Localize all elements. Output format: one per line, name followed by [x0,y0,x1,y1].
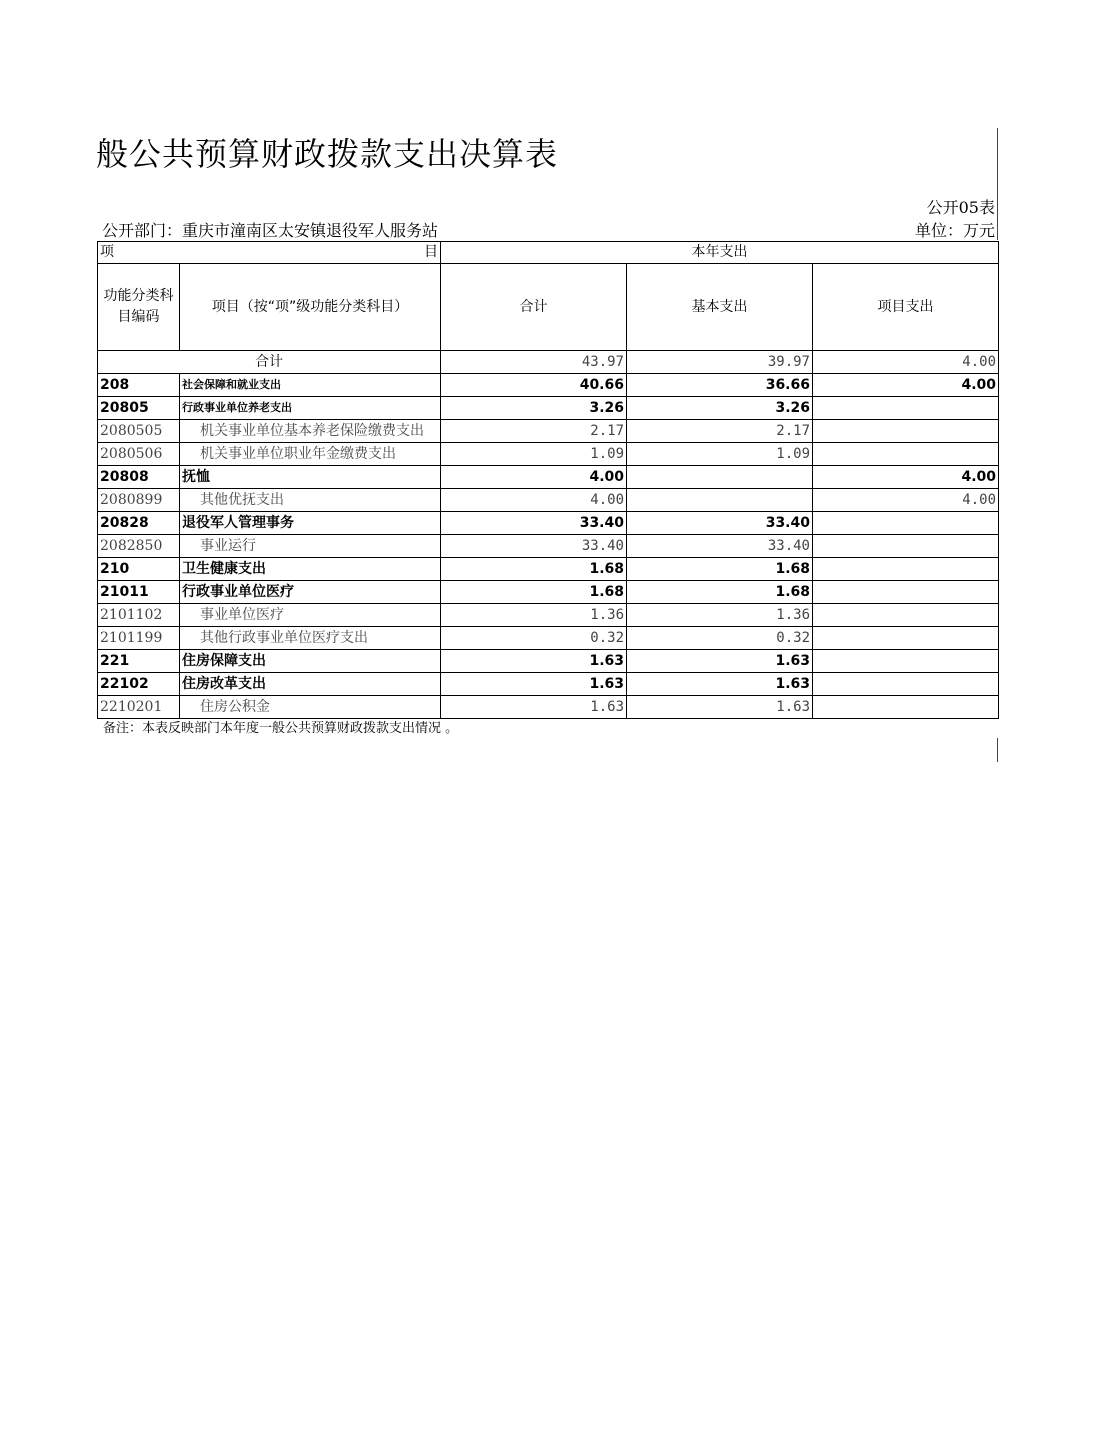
row-basic: 1.36 [627,604,813,627]
row-code: 2082850 [98,535,180,558]
project-column-header: 项目支出 [813,264,999,351]
row-project [813,535,999,558]
basic-column-header: 基本支出 [627,264,813,351]
unit-label: 单位：万元 [914,221,995,240]
table-row [98,650,999,673]
row-code: 221 [98,650,180,673]
row-project [813,558,999,581]
row-code: 2080899 [98,489,180,512]
row-name: 住房公积金 [180,696,441,719]
table-row [98,489,999,512]
row-code: 2210201 [98,696,180,719]
total-row [98,351,999,374]
table-row [98,696,999,719]
row-project [813,512,999,535]
row-total: 2.17 [441,420,627,443]
row-total: 1.09 [441,443,627,466]
row-name: 卫生健康支出 [180,558,441,581]
row-basic: 33.40 [627,512,813,535]
row-code: 2101199 [98,627,180,650]
row-code: 20828 [98,512,180,535]
row-code: 210 [98,558,180,581]
table-row [98,673,999,696]
row-project [813,397,999,420]
row-project [813,581,999,604]
row-name: 退役军人管理事务 [180,512,441,535]
department-label: 公开部门：重庆市潼南区太安镇退役军人服务站 [102,221,439,240]
row-code: 20808 [98,466,180,489]
row-code: 2080505 [98,420,180,443]
page-edge-line-top [997,128,998,240]
row-code: 21011 [98,581,180,604]
code-column-header: 功能分类科目编码 [98,264,180,351]
row-basic: 1.68 [627,558,813,581]
row-project: 4.00 [813,466,999,489]
row-name: 事业运行 [180,535,441,558]
row-name: 其他优抚支出 [180,489,441,512]
row-total: 1.63 [441,650,627,673]
table-row [98,581,999,604]
row-code: 208 [98,374,180,397]
row-project [813,650,999,673]
table-row [98,374,999,397]
row-name: 其他行政事业单位医疗支出 [180,627,441,650]
row-code: 20805 [98,397,180,420]
item-header-right: 目 [424,244,438,260]
row-name: 机关事业单位基本养老保险缴费支出 [180,420,441,443]
row-basic: 1.63 [627,696,813,719]
row-total: 33.40 [441,535,627,558]
header-row-2 [98,264,999,351]
table-row [98,604,999,627]
row-total: 0.32 [441,627,627,650]
row-project [813,604,999,627]
page-edge-line-bottom [997,738,998,762]
row-total: 1.68 [441,558,627,581]
row-project [813,627,999,650]
row-name: 事业单位医疗 [180,604,441,627]
table-note: 备注：本表反映部门本年度一般公共预算财政拨款支出情况 。 [103,721,459,736]
row-total: 4.00 [441,489,627,512]
table-row [98,466,999,489]
row-name: 行政事业单位医疗 [180,581,441,604]
total-column-header: 合计 [441,264,627,351]
row-name: 住房改革支出 [180,673,441,696]
table-row [98,443,999,466]
row-code: 2080506 [98,443,180,466]
row-basic [627,489,813,512]
row-code: 2101102 [98,604,180,627]
row-name: 社会保障和就业支出 [180,374,441,397]
row-project [813,420,999,443]
row-project [813,673,999,696]
header-row-1 [98,242,999,264]
expense-table [97,241,999,719]
table-row [98,512,999,535]
total-row-basic: 39.97 [627,351,813,374]
row-basic: 36.66 [627,374,813,397]
total-row-total: 43.97 [441,351,627,374]
page-title: 般公共预算财政拨款支出决算表 [96,135,559,173]
table-row [98,558,999,581]
row-total: 40.66 [441,374,627,397]
row-basic: 1.09 [627,443,813,466]
total-row-label: 合计 [98,351,441,374]
total-row-project: 4.00 [813,351,999,374]
row-project [813,696,999,719]
row-basic [627,466,813,489]
table-code-label: 公开05表 [926,198,995,217]
row-project: 4.00 [813,374,999,397]
row-basic: 1.63 [627,673,813,696]
row-name: 行政事业单位养老支出 [180,397,441,420]
row-name: 机关事业单位职业年金缴费支出 [180,443,441,466]
row-total: 3.26 [441,397,627,420]
row-name: 住房保障支出 [180,650,441,673]
row-basic: 0.32 [627,627,813,650]
row-total: 33.40 [441,512,627,535]
row-basic: 2.17 [627,420,813,443]
table-row [98,627,999,650]
name-column-header: 项目（按“项”级功能分类科目） [180,264,441,351]
item-header-left: 项 [100,244,114,260]
row-name: 抚恤 [180,466,441,489]
row-total: 1.63 [441,673,627,696]
row-project: 4.00 [813,489,999,512]
table-row [98,397,999,420]
row-total: 1.68 [441,581,627,604]
row-basic: 3.26 [627,397,813,420]
item-header-cell [98,242,441,264]
row-code: 22102 [98,673,180,696]
year-expense-header: 本年支出 [441,242,999,264]
row-project [813,443,999,466]
row-basic: 33.40 [627,535,813,558]
table-row [98,535,999,558]
table-row [98,420,999,443]
row-total: 1.63 [441,696,627,719]
row-total: 1.36 [441,604,627,627]
row-total: 4.00 [441,466,627,489]
row-basic: 1.63 [627,650,813,673]
row-basic: 1.68 [627,581,813,604]
